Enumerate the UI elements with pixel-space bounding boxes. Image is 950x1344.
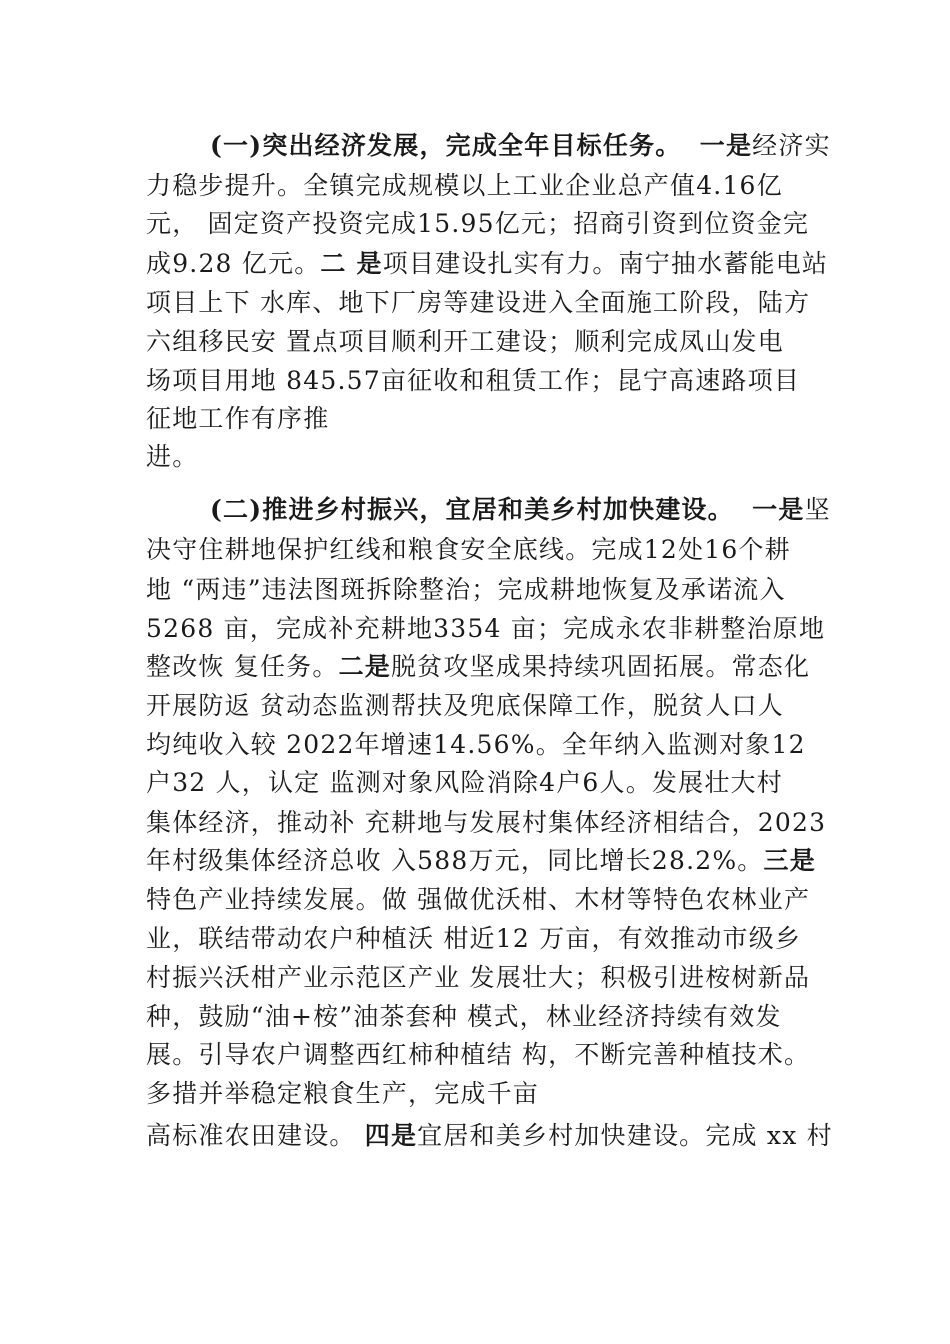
paragraph-line: 征地工作有序推 <box>146 404 330 433</box>
paragraph-line: 力稳步提升。全镇完成规模以上工业企业总产值4.16亿 <box>146 171 783 200</box>
section1-point2-marker: 二 是 <box>320 249 383 278</box>
paragraph-line: 场项目用地 845.57亩征收和租赁工作；昆宁高速路项目 <box>146 366 801 395</box>
paragraph-line: 六组移民安 置点项目顺利开工建设；顺利完成凤山发电 <box>146 327 784 356</box>
paragraph-line: 种，鼓励“油+桉”油茶套种 模式，林业经济持续有效发 <box>146 1002 782 1031</box>
paragraph-line: 成9.28 亿元。二 是项目建设扎实有力。南宁抽水蓄能电站 <box>146 249 829 278</box>
section2-point4-marker: 四是 <box>364 1121 418 1150</box>
paragraph-line: 集体经济，推动补 充耕地与发展村集体经济相结合，2023 <box>146 808 827 837</box>
paragraph-line: 村振兴沃柑产业示范区产业 发展壮大；积极引进桉树新品 <box>146 963 811 992</box>
paragraph-line: 开展防返 贫动态监测帮扶及兜底保障工作，脱贫人口人 <box>146 691 784 720</box>
section1-point1-marker: 一是 <box>699 131 753 160</box>
section2-heading: (二)推进乡村振兴，宜居和美乡村加快建设。 <box>210 495 734 524</box>
section2-point1-marker: 一是 <box>752 495 805 524</box>
paragraph-line: 进。 <box>146 442 199 471</box>
paragraph-line: 整改恢 复任务。二是脱贫攻坚成果持续巩固拓展。常态化 <box>146 652 811 681</box>
paragraph-line: 展。引导农户调整西红柿种植结 构，不断完善种植技术。 <box>146 1040 811 1069</box>
paragraph-line: 5268 亩，完成补充耕地3354 亩；完成永农非耕整治原地 <box>146 614 826 643</box>
paragraph-line: 元， 固定资产投资完成15.95亿元；招商引资到位资金完 <box>146 209 810 238</box>
paragraph-line: 均纯收入较 2022年增速14.56%。全年纳入监测对象12 <box>146 730 806 759</box>
section2-heading-line <box>210 494 831 526</box>
paragraph-line: 高标准农田建设。 四是宜居和美乡村加快建设。完成 xx 村 <box>146 1121 833 1150</box>
paragraph-line: 特色产业持续发展。做 强做优沃柑、木材等特色农林业产 <box>146 885 811 914</box>
paragraph-line: 决守住耕地保护红线和粮食安全底线。完成12处16个耕 <box>146 535 791 564</box>
section1-heading-line <box>210 130 831 162</box>
section2-point3-marker: 三是 <box>763 846 816 875</box>
paragraph-line: 地 “两违”违法图斑拆除整治；完成耕地恢复及承诺流入 <box>146 575 786 604</box>
paragraph-line: 多措并举稳定粮食生产，完成千亩 <box>146 1079 540 1108</box>
section1-heading: (一)突出经济发展，完成全年目标任务。 <box>210 131 682 160</box>
paragraph-line: 项目上下 水库、地下厂房等建设进入全面施工阶段，陆方 <box>146 288 811 317</box>
section2-point1-text: 坚 <box>804 495 831 524</box>
paragraph-line: 业，联结带动农户种植沃 柑近12 万亩，有效推动市级乡 <box>146 924 802 953</box>
section2-point2-marker: 二是 <box>338 652 391 681</box>
section1-point1-text: 经济实 <box>752 131 831 160</box>
paragraph-line: 年村级集体经济总收 入588万元，同比增长28.2%。三是 <box>146 846 816 875</box>
paragraph-line: 户32 人，认定 监测对象风险消除4户6人。发展壮大村 <box>146 768 783 797</box>
